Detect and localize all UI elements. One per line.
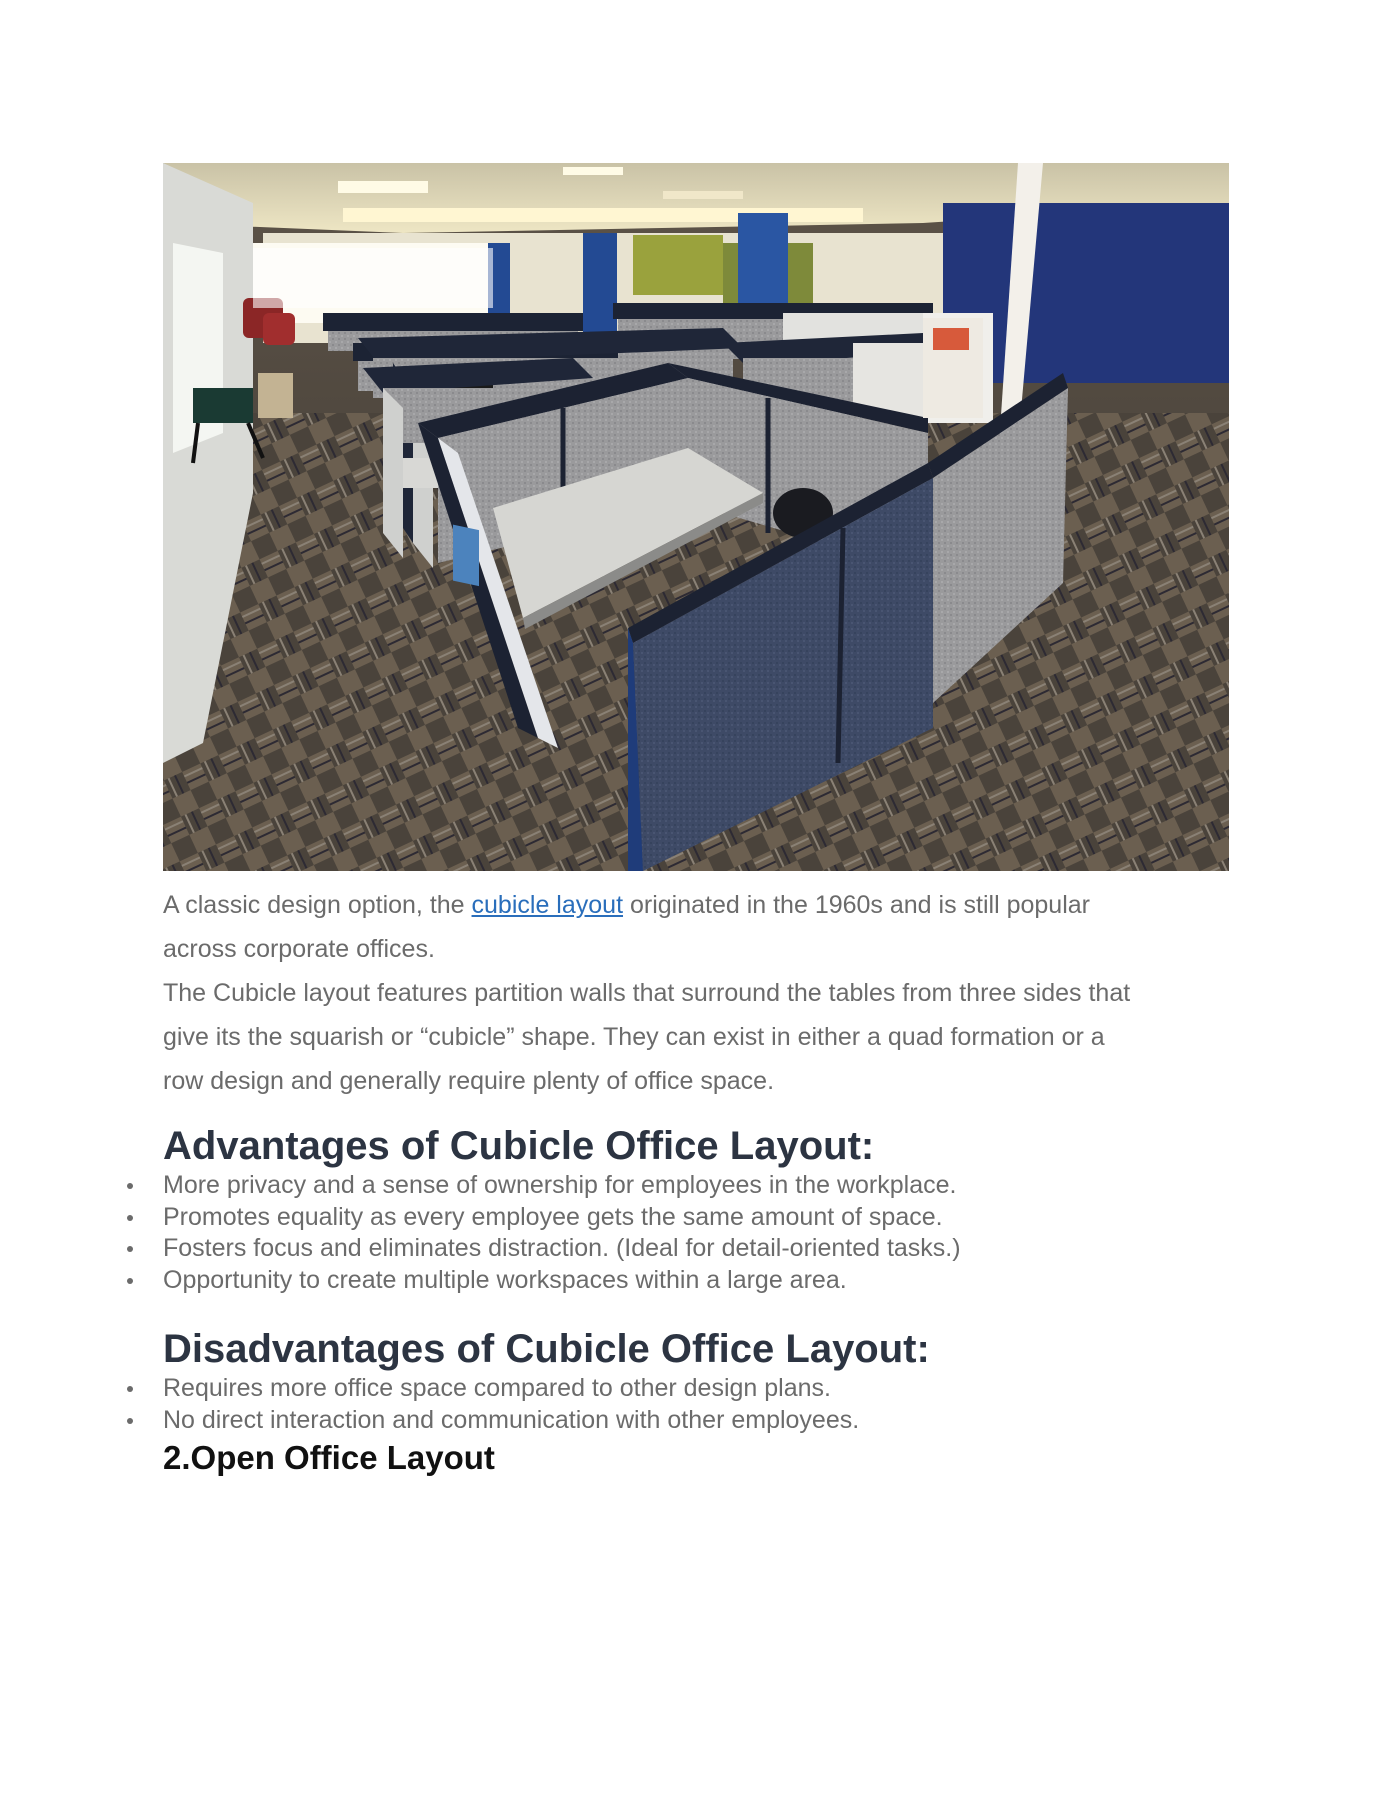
open-office-heading: 2.Open Office Layout <box>163 1439 495 1476</box>
description-line-2: give its the squarish or “cubicle” shape. They can exist in either a quad formation or a <box>163 1023 1105 1051</box>
list-item-text: More privacy and a sense of ownership for employees in the workplace. <box>163 1171 957 1199</box>
disadvantages-list <box>0 1373 1200 1436</box>
advantages-heading: Advantages of Cubicle Office Layout: <box>163 1124 875 1168</box>
bullet-icon <box>127 1278 133 1284</box>
list-item <box>0 1170 1200 1202</box>
intro-line-2: across corporate offices. <box>163 935 435 963</box>
bullet-icon <box>127 1246 133 1252</box>
cubicle-layout-link[interactable]: cubicle layout <box>471 891 624 919</box>
list-item-text: Fosters focus and eliminates distraction. (Ideal for detail-oriented tasks.) <box>163 1234 961 1262</box>
intro-paragraph <box>163 883 1243 1103</box>
list-item-text: Requires more office space compared to other design plans. <box>163 1374 831 1402</box>
description-line-3: row design and generally require plenty of office space. <box>163 1067 775 1095</box>
list-item <box>0 1405 1200 1437</box>
list-item-text: Promotes equality as every employee gets the same amount of space. <box>163 1202 943 1231</box>
list-item <box>0 1265 1200 1297</box>
intro-line-1 <box>163 883 1243 927</box>
advantages-section <box>163 1122 1243 1170</box>
list-item-text: Opportunity to create multiple workspaces within a large area. <box>163 1265 847 1294</box>
bullet-icon <box>127 1386 133 1392</box>
office-cubicles-photo <box>163 163 1229 871</box>
list-item-text: No direct interaction and communication with other employees. <box>163 1405 860 1434</box>
bullet-icon <box>127 1183 133 1189</box>
open-office-section <box>163 1438 1243 1478</box>
bullet-icon <box>127 1418 133 1424</box>
list-item <box>0 1233 1200 1265</box>
intro-text-after-link: originated in the 1960s and is still popular <box>623 891 1090 919</box>
disadvantages-heading: Disadvantages of Cubicle Office Layout: <box>163 1327 930 1371</box>
bullet-icon <box>127 1215 133 1221</box>
description-line-1: The Cubicle layout features partition walls that surround the tables from three sides that <box>163 979 1131 1007</box>
list-item <box>0 1202 1200 1234</box>
intro-text-before-link: A classic design option, the <box>163 891 472 919</box>
disadvantages-section <box>163 1325 1243 1373</box>
advantages-list <box>0 1170 1200 1296</box>
list-item <box>0 1373 1200 1405</box>
